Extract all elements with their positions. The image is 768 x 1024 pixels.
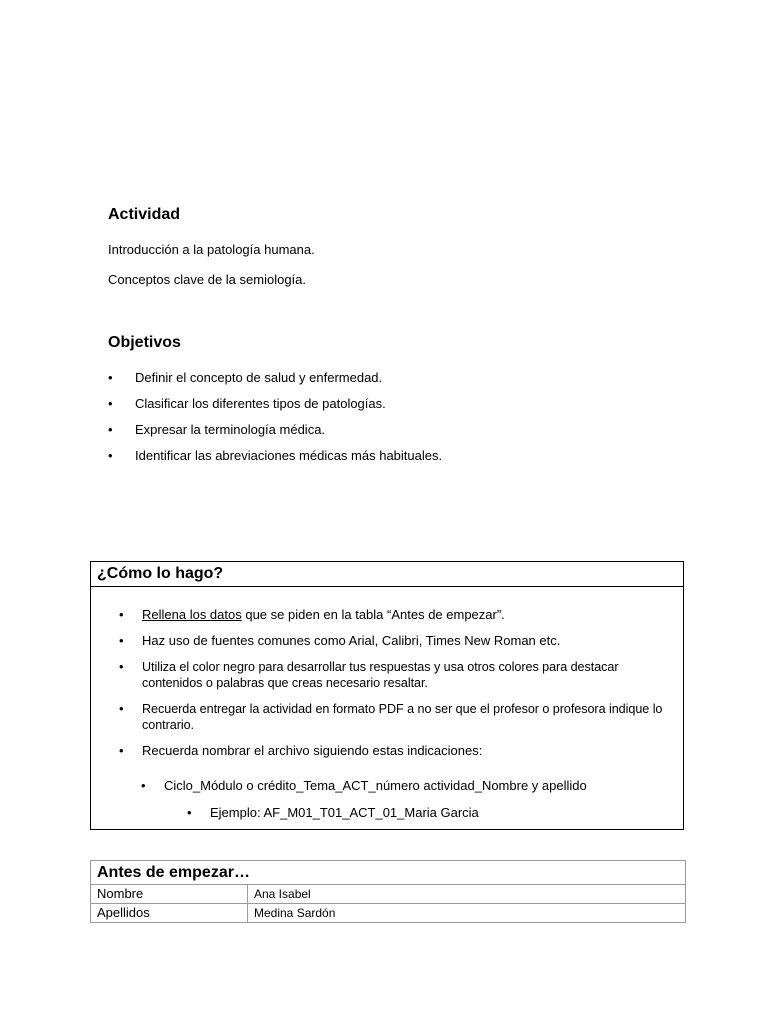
como-lo-hago-box bbox=[90, 561, 684, 830]
table-row bbox=[91, 885, 686, 904]
antes-de-empezar-heading: Antes de empezar… bbox=[91, 861, 686, 885]
bullet-icon: • bbox=[119, 701, 124, 716]
bullet-icon: • bbox=[119, 743, 124, 758]
actividad-heading: Actividad bbox=[108, 206, 181, 223]
list-item-text: Expresar la terminología médica. bbox=[135, 422, 326, 437]
actividad-line-1: Introducción a la patología humana. bbox=[108, 242, 315, 257]
actividad-line-2: Conceptos clave de la semiología. bbox=[108, 272, 307, 287]
bullet-icon: • bbox=[141, 778, 146, 793]
list-item bbox=[108, 422, 628, 438]
list-item-text: Clasificar los diferentes tipos de patologías. bbox=[135, 396, 386, 411]
instructions-list bbox=[119, 607, 675, 769]
example-sublist bbox=[187, 805, 627, 821]
bullet-icon: • bbox=[119, 607, 124, 622]
bullet-icon: • bbox=[108, 422, 113, 437]
bullet-icon: • bbox=[187, 805, 192, 820]
bullet-icon: • bbox=[119, 659, 124, 674]
list-item bbox=[108, 396, 628, 412]
list-item-text: Definir el concepto de salud y enfermedad. bbox=[135, 370, 383, 385]
nombre-label: Nombre bbox=[91, 885, 248, 904]
list-item-text: Ciclo_Módulo o crédito_Tema_ACT_número actividad_Nombre y apellido bbox=[164, 778, 587, 793]
table-header-row bbox=[91, 861, 686, 885]
list-item bbox=[119, 743, 675, 759]
table-row bbox=[91, 904, 686, 923]
bullet-icon: • bbox=[108, 396, 113, 411]
bullet-icon: • bbox=[108, 370, 113, 385]
list-item bbox=[108, 370, 628, 386]
list-item-text: Recuerda entregar la actividad en formato PDF a no ser que el profesor o profesora indique lo contrario. bbox=[142, 702, 663, 732]
list-item bbox=[119, 701, 675, 733]
bullet-icon: • bbox=[119, 633, 124, 648]
list-item bbox=[108, 448, 628, 464]
list-item bbox=[141, 778, 661, 794]
apellidos-label: Apellidos bbox=[91, 904, 248, 923]
objetivos-list bbox=[108, 370, 628, 474]
apellidos-value[interactable]: Medina Sardón bbox=[248, 904, 686, 923]
list-item-text: Recuerda nombrar el archivo siguiendo estas indicaciones: bbox=[142, 743, 483, 758]
naming-sublist bbox=[141, 778, 661, 794]
antes-de-empezar-table bbox=[90, 860, 686, 923]
objetivos-heading: Objetivos bbox=[108, 334, 181, 351]
list-item bbox=[187, 805, 627, 821]
como-lo-hago-heading: ¿Cómo lo hago? bbox=[91, 562, 683, 587]
list-item bbox=[119, 659, 675, 691]
list-item-text: Utiliza el color negro para desarrollar tus respuestas y usa otros colores para destacar contenidos o palabras que creas necesario resaltar. bbox=[142, 660, 619, 690]
list-item bbox=[119, 633, 675, 649]
list-item-text: que se piden en la tabla “Antes de empezar”. bbox=[241, 607, 505, 622]
rellena-datos-link[interactable]: Rellena los datos bbox=[142, 607, 242, 622]
list-item-text: Identificar las abreviaciones médicas más habituales. bbox=[135, 448, 443, 463]
list-item-text: Haz uso de fuentes comunes como Arial, Calibri, Times New Roman etc. bbox=[142, 633, 561, 648]
list-item bbox=[119, 607, 675, 623]
bullet-icon: • bbox=[108, 448, 113, 463]
list-item-text: Ejemplo: AF_M01_T01_ACT_01_Maria Garcia bbox=[210, 805, 479, 820]
nombre-value[interactable]: Ana Isabel bbox=[248, 885, 686, 904]
